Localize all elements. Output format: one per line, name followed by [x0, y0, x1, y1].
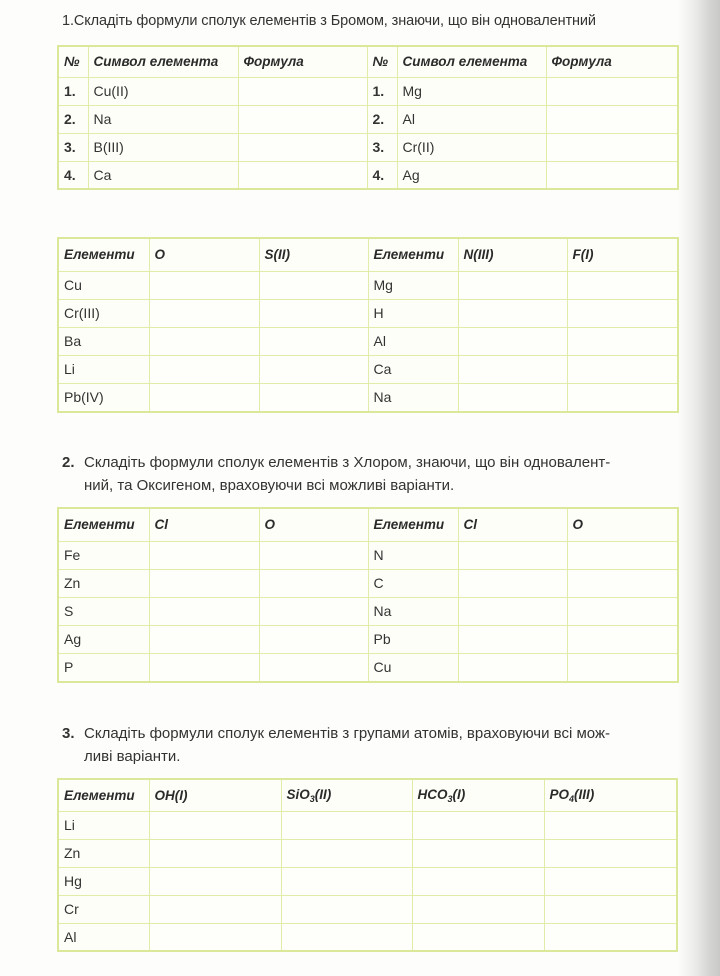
- formula-answer-cell[interactable]: [259, 327, 368, 355]
- table-row: [58, 625, 678, 653]
- element-name: C: [368, 569, 458, 597]
- formula-subscript: 3: [309, 793, 315, 804]
- formula-answer-cell[interactable]: [259, 569, 368, 597]
- col-header-elements: Елементи: [58, 238, 149, 271]
- formula-answer-cell[interactable]: [149, 811, 281, 839]
- table-row: [58, 895, 677, 923]
- formula-answer-cell[interactable]: [149, 867, 281, 895]
- col-header-chlorine: Cl: [458, 508, 567, 541]
- col-header-silicate: [281, 779, 412, 811]
- element-name: Zn: [58, 569, 149, 597]
- col-header-symbol: Символ елемента: [88, 46, 238, 77]
- col-header-elements: Елементи: [368, 508, 458, 541]
- task1-elements-table: [57, 237, 679, 413]
- table-row: [58, 327, 678, 355]
- table-row: [58, 299, 678, 327]
- row-number: 2.: [367, 105, 397, 133]
- formula-answer-cell[interactable]: [412, 895, 544, 923]
- table-header-row: [58, 779, 677, 811]
- element-name: Li: [58, 355, 149, 383]
- formula-answer-cell[interactable]: [259, 299, 368, 327]
- table-row: [58, 597, 678, 625]
- task-number: 3.: [62, 725, 75, 742]
- formula-answer-cell[interactable]: [238, 105, 367, 133]
- formula-answer-cell[interactable]: [149, 383, 259, 412]
- row-number: 2.: [58, 105, 88, 133]
- col-header-oxygen: O: [567, 508, 678, 541]
- task2-instructions: [62, 451, 684, 497]
- task-text-line2: ний, та Оксигеном, враховуючи всі можливі варіанти.: [84, 477, 455, 494]
- formula-subscript: 3: [447, 793, 453, 804]
- formula-answer-cell[interactable]: [149, 569, 259, 597]
- formula-answer-cell[interactable]: [567, 569, 678, 597]
- formula-answer-cell[interactable]: [458, 383, 567, 412]
- element-name: Cu: [58, 271, 149, 299]
- col-header-symbol: Символ елемента: [397, 46, 546, 77]
- formula-answer-cell[interactable]: [238, 77, 367, 105]
- task-text-line2: ливі варіанти.: [84, 748, 181, 765]
- formula-subscript: 4: [569, 793, 575, 804]
- formula-answer-cell[interactable]: [149, 895, 281, 923]
- element-name: Cu: [368, 653, 458, 682]
- formula-answer-cell[interactable]: [567, 653, 678, 682]
- formula-answer-cell[interactable]: [281, 923, 412, 951]
- formula-answer-cell[interactable]: [259, 355, 368, 383]
- task-number: 2.: [62, 454, 75, 471]
- formula-answer-cell[interactable]: [458, 271, 567, 299]
- element-name: Ba: [58, 327, 149, 355]
- element-name: Cr(III): [58, 299, 149, 327]
- element-symbol: Al: [397, 105, 546, 133]
- formula-valence: (II): [314, 786, 332, 802]
- formula-answer-cell[interactable]: [567, 383, 678, 412]
- element-name: S: [58, 597, 149, 625]
- table-row: [58, 105, 678, 133]
- formula-answer-cell[interactable]: [149, 327, 259, 355]
- page-edge-shadow: [678, 0, 720, 976]
- row-number: 1.: [367, 77, 397, 105]
- formula-answer-cell[interactable]: [546, 77, 678, 105]
- formula-answer-cell[interactable]: [544, 811, 677, 839]
- formula-answer-cell[interactable]: [567, 597, 678, 625]
- table-header-row: [58, 46, 678, 77]
- formula-answer-cell[interactable]: [567, 271, 678, 299]
- table-row: [58, 271, 678, 299]
- formula-answer-cell[interactable]: [149, 271, 259, 299]
- formula-answer-cell[interactable]: [149, 355, 259, 383]
- element-name: Al: [368, 327, 458, 355]
- formula-answer-cell[interactable]: [259, 625, 368, 653]
- table-row: [58, 653, 678, 682]
- formula-answer-cell[interactable]: [458, 355, 567, 383]
- table-row: [58, 161, 678, 189]
- formula-base: SiO: [286, 786, 310, 802]
- element-name: H: [368, 299, 458, 327]
- element-symbol: Mg: [397, 77, 546, 105]
- table-row: [58, 923, 677, 951]
- col-header-chlorine: Cl: [149, 508, 259, 541]
- formula-answer-cell[interactable]: [412, 923, 544, 951]
- formula-answer-cell[interactable]: [259, 271, 368, 299]
- col-header-formula: Формула: [546, 46, 678, 77]
- element-name: Li: [58, 811, 149, 839]
- formula-answer-cell[interactable]: [259, 597, 368, 625]
- table-row: [58, 867, 677, 895]
- element-name: Al: [58, 923, 149, 951]
- element-symbol: Ca: [88, 161, 238, 189]
- element-name: Pb(IV): [58, 383, 149, 412]
- formula-answer-cell[interactable]: [567, 299, 678, 327]
- col-header-number: №: [58, 46, 88, 77]
- element-name: Fe: [58, 541, 149, 569]
- formula-answer-cell[interactable]: [458, 597, 567, 625]
- formula-base: PO: [549, 786, 570, 802]
- col-header-sulfur: S(II): [259, 238, 368, 271]
- task1-bromine-table-numbered: [57, 45, 679, 190]
- col-header-oxygen: O: [149, 238, 259, 271]
- element-symbol: Cu(II): [88, 77, 238, 105]
- formula-answer-cell[interactable]: [458, 327, 567, 355]
- element-symbol: Ag: [397, 161, 546, 189]
- element-name: P: [58, 653, 149, 682]
- element-symbol: B(III): [88, 133, 238, 161]
- col-header-bicarbonate: [412, 779, 544, 811]
- table-header-row: [58, 508, 678, 541]
- formula-answer-cell[interactable]: [544, 867, 677, 895]
- formula-answer-cell[interactable]: [149, 653, 259, 682]
- table-row: [58, 811, 677, 839]
- element-name: Hg: [58, 867, 149, 895]
- col-header-elements: Елементи: [58, 508, 149, 541]
- formula-answer-cell[interactable]: [544, 839, 677, 867]
- element-name: Ca: [368, 355, 458, 383]
- formula-answer-cell[interactable]: [149, 299, 259, 327]
- formula-valence: (III): [574, 786, 595, 802]
- formula-answer-cell[interactable]: [458, 569, 567, 597]
- formula-base: HCO: [417, 786, 448, 802]
- formula-answer-cell[interactable]: [458, 299, 567, 327]
- col-header-number: №: [367, 46, 397, 77]
- col-header-fluorine: F(I): [567, 238, 678, 271]
- formula-answer-cell[interactable]: [458, 541, 567, 569]
- element-name: Na: [368, 597, 458, 625]
- formula-answer-cell[interactable]: [458, 653, 567, 682]
- formula-answer-cell[interactable]: [546, 105, 678, 133]
- formula-answer-cell[interactable]: [149, 625, 259, 653]
- formula-answer-cell[interactable]: [567, 327, 678, 355]
- table-row: [58, 541, 678, 569]
- formula-answer-cell[interactable]: [149, 597, 259, 625]
- element-symbol: Cr(II): [397, 133, 546, 161]
- task2-chlorine-oxygen-table: [57, 507, 679, 683]
- element-name: Mg: [368, 271, 458, 299]
- col-header-phosphate: [544, 779, 677, 811]
- element-symbol: Na: [88, 105, 238, 133]
- formula-answer-cell[interactable]: [567, 541, 678, 569]
- element-name: Zn: [58, 839, 149, 867]
- row-number: 3.: [367, 133, 397, 161]
- formula-valence: (I): [452, 786, 466, 802]
- element-name: Na: [368, 383, 458, 412]
- formula-answer-cell[interactable]: [281, 867, 412, 895]
- table-row: [58, 77, 678, 105]
- element-name: Pb: [368, 625, 458, 653]
- formula-answer-cell[interactable]: [259, 383, 368, 412]
- task3-instructions: [62, 722, 684, 768]
- formula-answer-cell[interactable]: [412, 867, 544, 895]
- col-header-formula: Формула: [238, 46, 367, 77]
- formula-answer-cell[interactable]: [281, 895, 412, 923]
- table-row: [58, 133, 678, 161]
- row-number: 1.: [58, 77, 88, 105]
- formula-answer-cell[interactable]: [149, 923, 281, 951]
- element-name: N: [368, 541, 458, 569]
- formula-answer-cell[interactable]: [259, 541, 368, 569]
- task1-title: 1.Складіть формули сполук елементів з Бромом, знаючи, що він одновалентний: [62, 13, 596, 29]
- task-text-line1: Складіть формули сполук елементів з групами атомів, враховуючи всі мож-: [84, 725, 610, 742]
- formula-answer-cell[interactable]: [259, 653, 368, 682]
- formula-answer-cell[interactable]: [567, 355, 678, 383]
- table-header-row: [58, 238, 678, 271]
- formula-answer-cell[interactable]: [238, 161, 367, 189]
- col-header-elements: Елементи: [368, 238, 458, 271]
- col-header-hydroxide: OH(I): [149, 779, 281, 811]
- row-number: 3.: [58, 133, 88, 161]
- table-row: [58, 383, 678, 412]
- col-header-elements: Елементи: [58, 779, 149, 811]
- formula-answer-cell[interactable]: [458, 625, 567, 653]
- table-row: [58, 569, 678, 597]
- task-text-line1: Складіть формули сполук елементів з Хлором, знаючи, що він одновалент-: [84, 454, 611, 471]
- element-name: Cr: [58, 895, 149, 923]
- formula-answer-cell[interactable]: [238, 133, 367, 161]
- formula-answer-cell[interactable]: [412, 811, 544, 839]
- formula-answer-cell[interactable]: [567, 625, 678, 653]
- element-name: Ag: [58, 625, 149, 653]
- formula-answer-cell[interactable]: [544, 895, 677, 923]
- formula-answer-cell[interactable]: [281, 811, 412, 839]
- row-number: 4.: [367, 161, 397, 189]
- formula-answer-cell[interactable]: [546, 161, 678, 189]
- table-row: [58, 839, 677, 867]
- task3-atom-groups-table: [57, 778, 678, 952]
- formula-answer-cell[interactable]: [281, 839, 412, 867]
- formula-answer-cell[interactable]: [544, 923, 677, 951]
- formula-answer-cell[interactable]: [149, 839, 281, 867]
- col-header-nitrogen: N(III): [458, 238, 567, 271]
- formula-answer-cell[interactable]: [546, 133, 678, 161]
- formula-answer-cell[interactable]: [412, 839, 544, 867]
- table-row: [58, 355, 678, 383]
- col-header-oxygen: O: [259, 508, 368, 541]
- row-number: 4.: [58, 161, 88, 189]
- formula-answer-cell[interactable]: [149, 541, 259, 569]
